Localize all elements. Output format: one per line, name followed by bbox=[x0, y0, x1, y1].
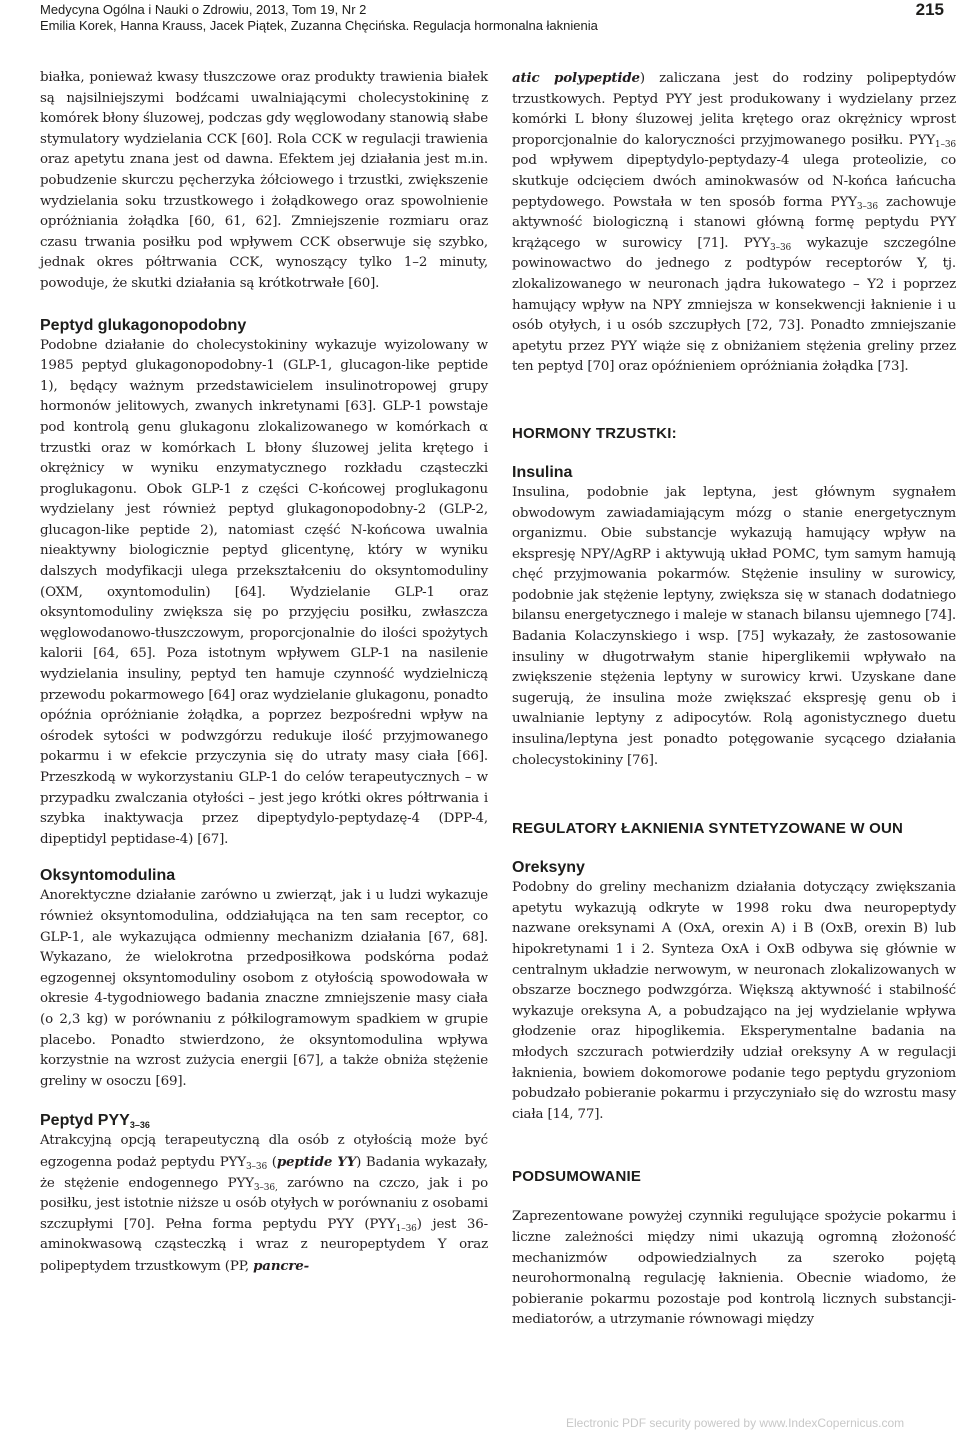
pyy-cont-sub-2: 3–36 bbox=[856, 201, 878, 212]
orexin-heading: Oreksyny bbox=[512, 859, 585, 877]
pyy-cont-text-4: wykazuje szczególne powinowactwo do jednego z podtypów receptorów Y, tj. zlokalizowanego w neuronach jądra łukowatego – Y2 i poprzez hamujący wpływ na NPY zmniejsza w konsekwencji łaknienie i u osób otyłych, i u osób szczupłych [72, 73]. Ponadto zmniejszanie apetytu przez PYY wiąże się z obniżaniem stężenia greliny przez ten peptyd [70] oraz opóźnieniem opróżniania żołądka [73]. bbox=[512, 235, 956, 375]
journal-title: Medycyna Ogólna i Nauki o Zdrowiu, 2013, Tom 19, Nr 2 bbox=[40, 2, 367, 17]
pyy-cont-sub-1: 1–36 bbox=[934, 139, 956, 150]
oxm-paragraph: Anorektyczne działanie zarówno u zwierząt, jak i u ludzi wykazuje również oksyntomodulina, oddziałująca na ten sam receptor, co GLP-1, ale wykazująca odmienny mechanizm działania [67, 68]. Wykazano, że wielokrotna przedposiłkowa podskórna podaż egzogennej oksyntomoduliny osobom z otyłością spowodowała w okresie 4-tygodniowego badania znaczne zmniejszenie masy ciała (o 2,3 kg) w porównaniu z półkilogramowym spadkiem w grupie placebo. Ponadto stwierdzono, że oksyntomodulina wpływa korzystnie na wzrost zużycia energii [67], a także obniża stężenie greliny w osoczu [69]. bbox=[40, 888, 488, 1089]
insulin-paragraph: Insulina, podobnie jak leptyna, jest głównym sygnałem obwodowym zawiadamiającym mózg o stanie energetycznym organizmu. Obie substancje wykazują hamujący wpływ na ekspresję NPY/AgRP i aktywują układ POMC, tym samym hamują chęć przyjmowania pokarmów. Stężenie insuliny w surowicy, podobnie jak stężenie leptyny, zwiększa się w stanach dodatniego bilansu energetycznego i maleje w stanach bilansu ujemnego [74]. Badania Kolaczynskiego i wsp. [75] wykazały, że zastosowanie insuliny w długotrwałym stanie hiperglikemii wpływało na zwiększenie stężenia leptyny w surowicy krwi. Uzyskane dane sugerują, że insulina może zwiększać ekspresję genu ob i uwalnianie leptyny z adipocytów. Rolą agonistycznego duetu insulina/leptyna jest ponadto potęgowanie sycącego działania cholecystokininy [76]. bbox=[512, 484, 956, 768]
glp-paragraph: Podobne działanie do cholecystokininy wykazuje wyizolowany w 1985 peptyd glukagonopodobny-1 (GLP-1, glucagon-like peptide 1), będący ważnym przedstawicielem insulinotropowej grupy hormonów jelitowych, zwanych inkretynami [63]. GLP-1 powstaje pod kontrolą genu glukagonu zlokalizowanego w komórkach α trzustki oraz w komórkach L błony śluzowej jelita krętego i okrężnicy w wyniku enzymatycznego rozkładu cząsteczki proglukagonu. Obok GLP-1 z części C-końcowej proglukagonu wydzielany jest również peptyd glukagonopodobny-2 (GLP-2, glucagon-like peptide 2), natomiast część N-końcowa uwalnia nieaktywny biologicznie peptyd glicentynę, który w wyniku dalszych modyfikacji ulega przekształceniu do oksyntomoduliny (OXM, oxyntomodulin) [64]. Wydzielanie GLP-1 oraz oksyntomoduliny zwiększa się po przyjęciu posiłku, zwłaszcza węglowodanowo-tłuszczowym, proporcjonalnie do ilości spożytych kalorii [64, 65]. Poza istotnym wpływem GLP-1 na nasilenie wydzielania insuliny, peptyd ten hamuje czynność wydzielniczą przewodu pokarmowego [64] oraz wydzielanie glukagonu, ponadto opóźnia opróżnianie żołądka, a poprzez bezpośredni wpływ na ośrodek sytości w podwzgórzu redukuje ilość przyjmowanego pokarmu i w efekcie przyczynia się do utraty masy ciała [66]. Przeszkodą w wykorzystaniu GLP-1 do celów terapeutycznych – w przypadku zwalczania otyłości – jest jego krótki okres półtrwania i szybka inaktywacja przez dipeptydylo-peptydazę-4 (DPP-4, dipeptidyl peptidase-4) [67]. bbox=[40, 337, 488, 847]
pyy-heading bbox=[40, 1110, 488, 1131]
pyy-text-1: Atrakcyjną opcją terapeutyczną dla osób z otyłością może być egzogenna podaż peptydu PYY bbox=[40, 1133, 488, 1170]
oxm-heading: Oksyntomodulina bbox=[40, 867, 176, 885]
pyy-sub-1: 3–36 bbox=[245, 1161, 268, 1172]
insulin-heading: Insulina bbox=[512, 463, 573, 481]
pyy-cont-text-2: pod wpływem dipeptydylo-peptydazy-4 ulega proteolizie, co skutkuje odcięciem dwóch aminokwasów od N-końca łańcucha peptydowego. Powstała w ten sposób forma PYY bbox=[512, 153, 956, 210]
pyy-term-pancreatic-cont: atic polypeptide bbox=[512, 70, 640, 86]
summary-heading: PODSUMOWANIE bbox=[512, 1168, 642, 1186]
pyy-text-3: ) Badania wykazały, że stężenie endogennego PYY bbox=[40, 1154, 489, 1191]
pyy-text-5: ) jest 36-aminokwasową cząsteczką i wraz z neuropeptydem Y oraz polipeptydem trzustkowym (PP, bbox=[40, 1216, 488, 1274]
pyy-sub-3: 1–36 bbox=[395, 1223, 417, 1234]
pyy-term-peptide-yy: peptide YY bbox=[276, 1153, 357, 1170]
pyy-paragraph bbox=[40, 1131, 488, 1277]
pyy-continued-paragraph bbox=[512, 68, 956, 378]
article-running-title: Emilia Korek, Hanna Krauss, Jacek Piątek, Zuzanna Chęcińska. Regulacja hormonalna łaknienia bbox=[40, 18, 598, 33]
pyy-text-2: ( bbox=[267, 1154, 277, 1170]
cck-paragraph: białka, ponieważ kwasy tłuszczowe oraz produkty trawienia białek są najsilniejszymi bodźcami uwalniającymi cholecystokininę z komórek błony śluzowej, podczas gdy węglowodany stanowią słabe stymulatory wydzielania CCK [60]. Rola CCK w regulacji trawienia oraz apetytu znana jest od dawna. Efektem jej działania jest m.in. pobudzenie skurczu pęcherzyka żółciowego i trzustki, zwiększenie wydzielania soku trzustkowego i żołądkowego oraz spowolnienie opróżniania żołądka [60, 61, 62]. Zmniejszenie rozmiaru oraz czasu trwania posiłku pod wpływem CCK obserwuje się szybko, jednak okres półtrwania CCK, wynoszący tylko 1–2 minuty, powoduje, że skutki działania są krótkotrwałe [60]. bbox=[40, 70, 488, 291]
left-column bbox=[40, 68, 488, 1277]
page-number: 215 bbox=[915, 0, 944, 19]
pancreas-hormones-heading: HORMONY TRZUSTKI: bbox=[512, 424, 677, 442]
page-header bbox=[40, 0, 944, 38]
pyy-heading-text: Peptyd PYY bbox=[40, 1112, 130, 1130]
orexin-paragraph: Podobny do greliny mechanizm działania dotyczący zwiększania apetytu wykazują odkryte w 1998 roku dwa neuropeptydy nazwane oreksynami A (OxA, orexin A) i B (OxB, orexin B) lub hipokretynami 1 i 2. Synteza OxA i OxB odbywa się głównie w centralnym układzie nerwowym, w neuronach zlokalizowanych w obszarze bocznego podwzgórza. Większą aktywność i stabilność wykazuje oreksyna A, a pobudzająco na jej wydzielanie wpływa głodzenie oraz hipoglikemia. Eksperymentalne badania na młodych szczurach potwierdziły udział oreksyny A w regulacji łaknienia, bowiem dokomorowe podanie tego peptydu gryzoniom pobudzało pobieranie pokarmu i przyczyniało się do wzrostu masy ciała [14, 77]. bbox=[512, 880, 956, 1122]
pyy-heading-subscript: 3–36 bbox=[129, 1120, 150, 1131]
pyy-cont-text-3: zachowuje aktywność biologiczną i stanowi główną formę peptydu PYY krążącego w surowicy [71]. PYY bbox=[512, 194, 956, 251]
pyy-sub-2: 3–36, bbox=[253, 1182, 278, 1193]
security-watermark: Electronic PDF security powered by www.IndexCopernicus.com bbox=[566, 1416, 905, 1430]
summary-paragraph: Zaprezentowane powyżej czynniki regulujące spożycie pokarmu i liczne zależności między nimi ukazują ogromną złożoność mechanizmów odpowiedzialnych za szeroko pojętą neurohormonalną regulację łaknienia. Obecnie wiadomo, że pobieranie pokarmu pozostaje pod kontrolą licznych substancji-mediatorów, a utrzymanie równowagi między bbox=[512, 1209, 956, 1328]
pyy-text-4: zarówno na czczo, jak i po posiłku, jest istotnie niższe u osób otyłych w porównaniu z osobami szczupłymi [70]. Pełna forma peptydu PYY (PYY bbox=[40, 1175, 488, 1232]
cns-regulators-heading: REGULATORY ŁAKNIENIA SYNTETYZOWANE W OUN bbox=[512, 820, 904, 838]
glp-heading: Peptyd glukagonopodobny bbox=[40, 316, 247, 334]
pyy-cont-text-1: ) zaliczana jest do rodziny polipeptydów trzustkowych. Peptyd PYY jest produkowany i wydzielany przez komórki L błony śluzowej jelita krętego oraz okrężnicy wprost proporcjonalnie do kaloryczności przyjmowanego posiłku. PYY bbox=[512, 71, 956, 148]
pyy-cont-sub-3: 3–36 bbox=[770, 242, 792, 253]
pyy-term-pancreatic: pancre- bbox=[253, 1257, 310, 1274]
right-column bbox=[512, 68, 956, 1331]
